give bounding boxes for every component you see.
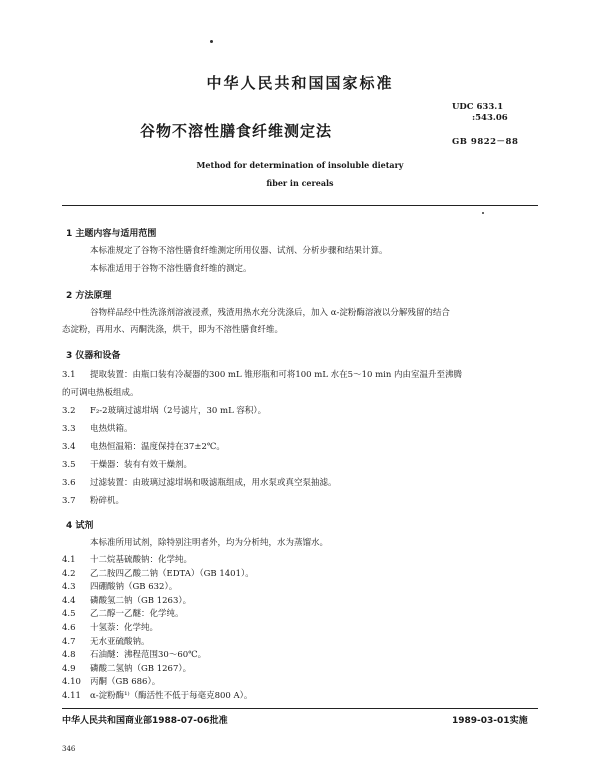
item-text: 的可调电热板组成。 [62,388,139,398]
item-text: 乙二胺四乙酸二钠（EDTA）（GB 1401）。 [90,568,254,579]
section-2-para-line-2: 态淀粉，再用水、丙酮洗涤，烘干，即为不溶性膳食纤维。 [62,325,284,335]
item-number: 3.6 [62,478,76,488]
list-item [62,689,252,701]
section-1-para-2: 本标准适用于谷物不溶性膳食纤维的测定。 [90,264,252,274]
item-number: 4.4 [62,595,76,606]
item-text: 磷酸氢二钠（GB 1263）。 [90,595,192,606]
page-number: 346 [62,745,76,753]
udc-code [452,102,508,124]
section-4-intro: 本标准所用试剂，除特别注明者外，均为分析纯，水为蒸馏水。 [90,538,329,548]
udc-line-2: :543.06 [472,113,508,123]
item-text: 提取装置：由瓶口装有冷凝器的300 mL 锥形瓶和可将100 mL 水在5～10 min 内由室温升至沸腾 [90,370,463,380]
item-number: 4.2 [62,568,76,579]
list-item [62,580,177,592]
item-text: 石油醚：沸程范围30～60℃。 [90,650,207,661]
item-number: 4.10 [62,677,81,688]
item-number: 4.1 [62,555,76,565]
list-item [62,440,225,452]
item-number: 4.11 [62,691,81,701]
approval-date: 中华人民共和国商业部1988-07-06批准 [62,716,228,726]
effective-date: 1989-03-01实施 [452,716,528,726]
item-number: 3.4 [62,442,76,452]
item-text: α-淀粉酶¹⁾（酶活性不低于每毫克800 A）。 [90,691,253,701]
item-number: 4.5 [62,609,76,620]
list-item [62,368,462,380]
section-3-heading: 3 仪器和设备 [66,351,121,361]
section-1-heading: 1 主题内容与适用范围 [66,229,157,239]
item-text: 四硼酸钠（GB 632）。 [90,582,178,593]
item-text: F₂-2玻璃过滤坩埚（2号滤片，30 mL 容积）。 [90,406,267,416]
item-number: 3.3 [62,424,76,434]
list-item [62,567,254,579]
item-text: 电热烘箱。 [90,424,133,434]
section-2-heading: 2 方法原理 [66,291,112,301]
header-divider [62,205,538,206]
list-item [62,594,191,606]
list-item [62,648,206,660]
item-number: 4.8 [62,650,76,661]
item-number: 4.7 [62,636,76,647]
gb-number: GB 9822－88 [452,137,519,147]
item-number: 3.5 [62,460,76,470]
list-item [62,635,150,647]
item-number: 4.9 [62,663,76,674]
item-number: 3.7 [62,496,76,506]
item-text: 过滤装置：由玻璃过滤坩埚和吸滤瓶组成，用水泵或真空泵抽滤。 [90,478,337,488]
item-text: 无水亚硫酸钠。 [90,636,150,647]
item-number: 3.2 [62,406,76,416]
list-item [62,476,337,488]
section-1-para-1: 本标准规定了谷物不溶性膳食纤维测定所用仪器、试剂、分析步骤和结果计算。 [90,246,388,256]
scan-speck [210,40,213,43]
list-item [62,458,192,470]
item-text: 干燥器：装有有效干燥剂。 [90,460,193,470]
item-text: 磷酸二氢钠（GB 1267）。 [90,663,192,674]
national-standard-heading: 中华人民共和国国家标准 [206,74,394,92]
item-number: 4.3 [62,582,76,593]
item-text: 乙二醇一乙醚：化学纯。 [90,609,184,620]
english-title-line-2: fiber in cereals [266,178,334,188]
scan-speck [482,212,484,214]
section-4-heading: 4 试剂 [66,521,94,531]
item-number: 3.1 [62,370,76,380]
list-item [62,404,266,416]
english-title-line-1: Method for determination of insoluble dietary [196,160,404,170]
list-item [62,386,139,398]
udc-line-1: UDC 633.1 [452,102,504,112]
list-item [62,675,160,687]
list-item [62,553,192,565]
item-text: 十二烷基硫酸钠：化学纯。 [90,555,193,565]
list-item [62,662,191,674]
list-item [62,621,158,633]
list-item [62,494,124,506]
item-text: 丙酮（GB 686）。 [90,677,161,688]
section-2-para-line-1: 谷物样品经中性洗涤剂溶液浸煮，残渣用热水充分洗涤后，加入 α-淀粉酶溶液以分解残留的结合 [90,308,450,318]
list-item [62,607,184,619]
item-text: 电热恒温箱：温度保持在37±2℃。 [90,442,225,452]
item-text: 十氢萘：化学纯。 [90,623,159,633]
page-title: 谷物不溶性膳食纤维测定法 [140,122,333,140]
footer-divider [62,708,538,709]
item-text: 粉碎机。 [90,496,125,506]
list-item [62,422,133,434]
item-number: 4.6 [62,623,76,633]
